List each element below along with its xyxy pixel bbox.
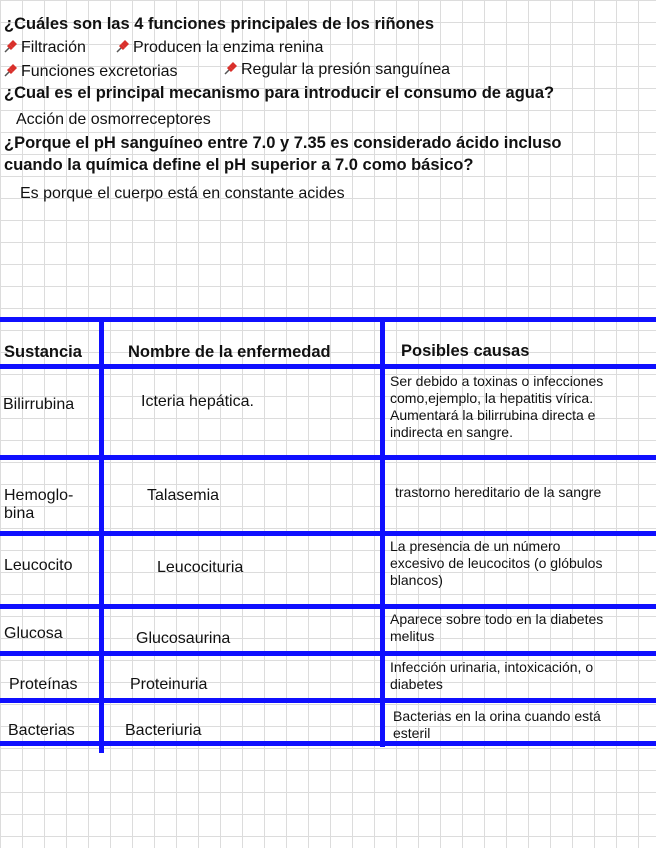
function-item-2 <box>116 39 323 57</box>
function-item-4 <box>224 61 450 79</box>
question-water-intake: ¿Cual es el principal mecanismo para introducir el consumo de agua? <box>4 84 555 102</box>
table-row-disease: Leucocituria <box>157 559 244 576</box>
question-ph-line-2: cuando la química define el pH superior a 7.0 como básico? <box>4 156 474 174</box>
substance-line: Hemoglo- <box>4 487 74 504</box>
table-line <box>380 317 385 747</box>
substance-line: bina <box>4 505 35 523</box>
answer-water-intake: Acción de osmorreceptores <box>16 111 211 128</box>
cause-line: melitus <box>390 628 435 644</box>
table-row-causes <box>390 538 602 589</box>
table-row-causes <box>390 373 603 441</box>
pushpin-icon <box>4 39 18 53</box>
cause-line: indirecta en sangre. <box>390 424 513 440</box>
table-row-causes <box>390 659 593 693</box>
header-causes: Posibles causas <box>401 342 530 360</box>
cause-line: Bacterias en la orina cuando está <box>393 708 601 724</box>
table-row-substance: Bilirrubina <box>3 396 75 413</box>
cause-line: esteril <box>393 725 431 741</box>
cause-line: trastorno hereditario de la sangre <box>395 484 602 500</box>
table-row-disease: Proteinuria <box>130 676 208 693</box>
pushpin-icon <box>224 61 238 75</box>
table-row-substance: Bacterias <box>8 722 75 739</box>
cause-line: Aumentará la bilirrubina directa e <box>390 407 596 423</box>
header-substance: Sustancia <box>4 343 82 361</box>
cause-line: La presencia de un número <box>390 538 561 554</box>
table-row-substance <box>4 487 73 524</box>
function-label: Producen la enzima renina <box>133 39 324 56</box>
pushpin-icon <box>4 63 18 77</box>
function-label: Regular la presión sanguínea <box>241 61 451 78</box>
cause-line: Ser debido a toxinas o infecciones <box>390 373 604 389</box>
answer-ph: Es porque el cuerpo está en constante acides <box>20 185 345 202</box>
table-row-substance: Proteínas <box>9 676 78 693</box>
cause-line: excesivo de leucocitos (o glóbulos <box>390 555 603 571</box>
table-row-causes <box>395 484 601 501</box>
function-item-1 <box>4 39 86 57</box>
table-row-disease: Bacteriuria <box>125 722 202 739</box>
pushpin-icon <box>116 39 130 53</box>
function-label: Funciones excretorias <box>21 63 178 80</box>
table-row-substance: Glucosa <box>4 625 63 642</box>
table-row-causes <box>393 708 601 742</box>
table-row-substance: Leucocito <box>4 557 73 574</box>
header-disease: Nombre de la enfermedad <box>128 343 331 361</box>
cause-line: Aparece sobre todo en la diabetes <box>390 611 604 627</box>
cause-line: blancos) <box>390 572 443 588</box>
table-row-causes <box>390 611 603 645</box>
question-kidney-functions: ¿Cuáles son las 4 funciones principales de los riñones <box>4 15 435 33</box>
table-row-disease: Icteria hepática. <box>141 393 254 410</box>
table-row-disease: Talasemia <box>147 487 220 504</box>
cause-line: diabetes <box>390 676 443 692</box>
function-label: Filtración <box>21 39 86 56</box>
function-item-3 <box>4 63 178 81</box>
table-row-disease: Glucosaurina <box>136 630 231 647</box>
cause-line: Infección urinaria, intoxicación, o <box>390 659 594 675</box>
table-line <box>99 317 104 753</box>
cause-line: como,ejemplo, la hepatitis vírica. <box>390 390 594 406</box>
question-ph-line-1: ¿Porque el pH sanguíneo entre 7.0 y 7.35 es considerado ácido incluso <box>4 134 562 152</box>
